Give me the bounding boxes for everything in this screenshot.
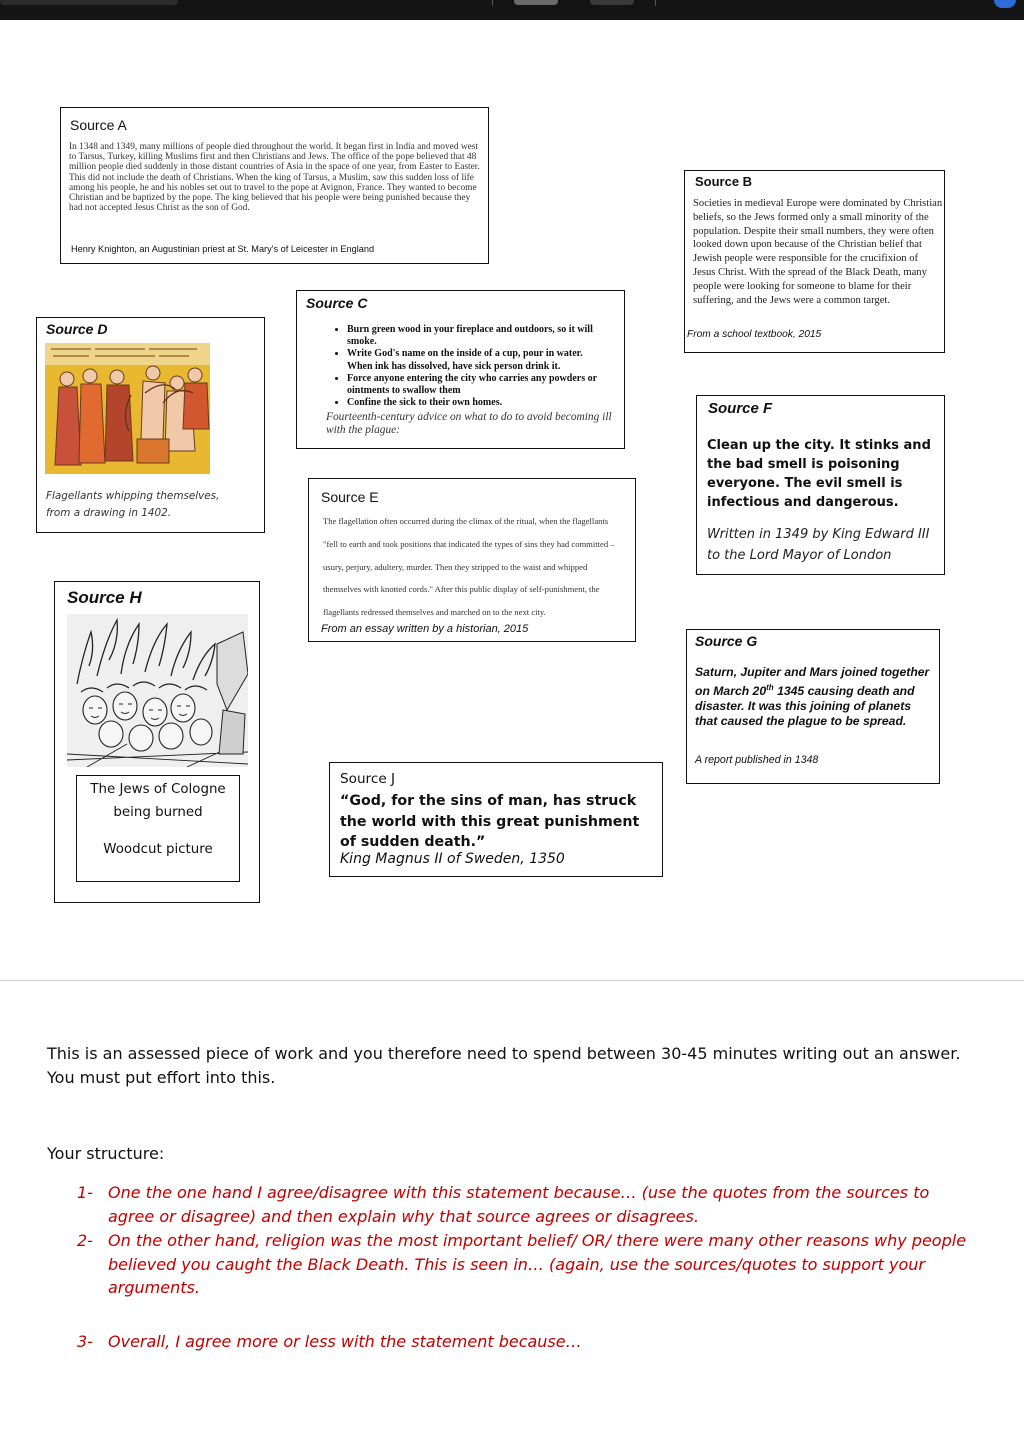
list-item — [77, 1181, 977, 1228]
source-j-box — [329, 762, 663, 877]
source-g-citation: A report published in 1348 — [695, 754, 819, 766]
source-d-citation: Flagellants whipping themselves, from a drawing in 1402. — [46, 490, 220, 519]
structure-label: Your structure: — [47, 1144, 165, 1163]
step-number: 2- — [77, 1231, 93, 1250]
step-text: Overall, I agree more or less with the statement because… — [108, 1332, 582, 1351]
woodcut-burning-image — [67, 614, 248, 767]
list-item: • Confine the sick to their own homes. — [347, 397, 609, 409]
step-text: On the other hand, religion was the most important belief/ OR/ there were many other reasons why people believed you caught the Black Death. This is seen in… (again, use the sources/quotes to support your arguments. — [108, 1231, 967, 1297]
step-number: 3- — [77, 1332, 93, 1351]
source-b-citation: From a school textbook, 2015 — [687, 329, 822, 340]
toolbar-separator — [655, 0, 656, 6]
source-d-box — [36, 317, 265, 533]
toolbar-separator — [492, 0, 493, 6]
source-b-text: Societies in medieval Europe were dominated by Christian beliefs, so the Jews formed only a small minority of the population. Despite their small numbers, they were often looked down upon because of the Christian belief that Jewish people were responsible for the crucifixion of Jesus Christ. With the spread of the Black Death, many people were looking for someone to blame for their suffering, and the Jews were a common target. — [693, 198, 943, 306]
source-g-title: Source G — [695, 633, 758, 649]
source-a-title: Source A — [70, 117, 127, 133]
step-text: One the one hand I agree/disagree with this statement because… (use the quotes from the sources to agree or disagree) and then explain why that source agrees or disagrees. — [108, 1183, 930, 1226]
source-b-box — [684, 170, 945, 353]
list-item: • Burn green wood in your fireplace and outdoors, so it will smoke. — [347, 324, 609, 348]
source-c-citation: Fourteenth-century advice on what to do to avoid becoming ill with the plague: — [326, 411, 612, 436]
source-h-title: Source H — [67, 588, 142, 607]
source-f-citation: Written in 1349 by King Edward III to the Lord Mayor of London — [707, 527, 930, 563]
step-number: 1- — [77, 1183, 93, 1202]
source-a-citation: Henry Knighton, an Augustinian priest at St. Mary's of Leicester in England — [71, 244, 375, 254]
top-toolbar — [0, 0, 1024, 20]
source-f-title: Source F — [708, 400, 773, 417]
source-h-box — [54, 581, 260, 903]
source-e-box — [308, 478, 636, 642]
source-h-caption-line3: Woodcut picture — [103, 842, 213, 857]
toolbar-button[interactable] — [590, 0, 634, 5]
source-j-title: Source J — [340, 771, 396, 787]
source-j-citation: King Magnus II of Sweden, 1350 — [340, 851, 565, 867]
source-f-box — [696, 395, 945, 575]
source-h-caption-line2: being burned — [113, 805, 203, 820]
list-item — [77, 1330, 977, 1354]
source-g-text-superscript: th — [766, 683, 774, 692]
toolbar-tab[interactable] — [0, 0, 178, 5]
source-g-box — [686, 629, 940, 784]
source-e-text: The flagellation often occurred during the climax of the ritual, when the flagellants "fell to earth and took positions that indicated the types of sins they had committed – usury, perjury, adultery, murder. Then they stripped to the waist and whipped themselves with knotted cords." After this public display of self-punishment, the flagellants redressed themselves and marched on to the next city. — [323, 516, 615, 618]
source-g-text-end: 1345 causing death and disaster. It was this joining of planets that caused the plague to be spread. — [695, 684, 915, 729]
structure-steps — [77, 1181, 977, 1301]
instructions-text: This is an assessed piece of work and you therefore need to spend between 30-45 minutes writing out an answer. You must put effort into this. — [47, 1044, 961, 1087]
list-item: • Force anyone entering the city who carries any powders or ointments to swallow them — [347, 373, 609, 397]
list-item: • Write God's name on the inside of a cup, pour in water. When ink has dissolved, have sick person drink it. — [347, 348, 609, 372]
source-e-citation: From an essay written by a historian, 2015 — [321, 623, 529, 635]
page-divider — [0, 980, 1024, 981]
source-b-title: Source B — [695, 174, 753, 189]
source-e-title: Source E — [321, 489, 379, 505]
source-d-title: Source D — [46, 321, 108, 337]
source-h-caption-line1: The Jews of Cologne — [90, 782, 226, 797]
source-a-box — [60, 107, 489, 264]
source-a-text: In 1348 and 1349, many millions of people died throughout the world. It began first in India and moved west to Tarsus, Turkey, killing Muslims first and then Christians and Jews. The office of the pope believed that 48 million people died suddenly in those distant countries of Asia in the space of one year, from Easter to Easter. This did not include the death of Christians. When the king of Tarsus, a Muslim, saw this sudden loss of life among his people, he and his nobles set out to travel to the pope at Avignon, France. They wanted to become Christian and be baptized by the pope. The king believed that his people were being punished because they had not accepted Jesus Christ as the son of God. — [69, 142, 480, 214]
source-f-text: Clean up the city. It stinks and the bad smell is poisoning everyone. The evil smell is infectious and dangerous. — [707, 438, 931, 510]
source-c-title: Source C — [306, 295, 368, 311]
list-item — [77, 1229, 977, 1300]
source-h-caption-box — [76, 775, 240, 882]
profile-icon[interactable] — [994, 0, 1016, 8]
source-j-quote: “God, for the sins of man, has struck the world with this great punishment of sudden death.” — [340, 793, 640, 850]
flagellants-drawing-image — [45, 343, 210, 474]
source-g-text — [695, 665, 935, 729]
source-c-box — [296, 290, 625, 449]
source-c-list — [309, 324, 609, 409]
source-g-text-start: Saturn, Jupiter and Mars joined together on March 20 — [695, 665, 930, 699]
toolbar-button[interactable] — [514, 0, 558, 5]
